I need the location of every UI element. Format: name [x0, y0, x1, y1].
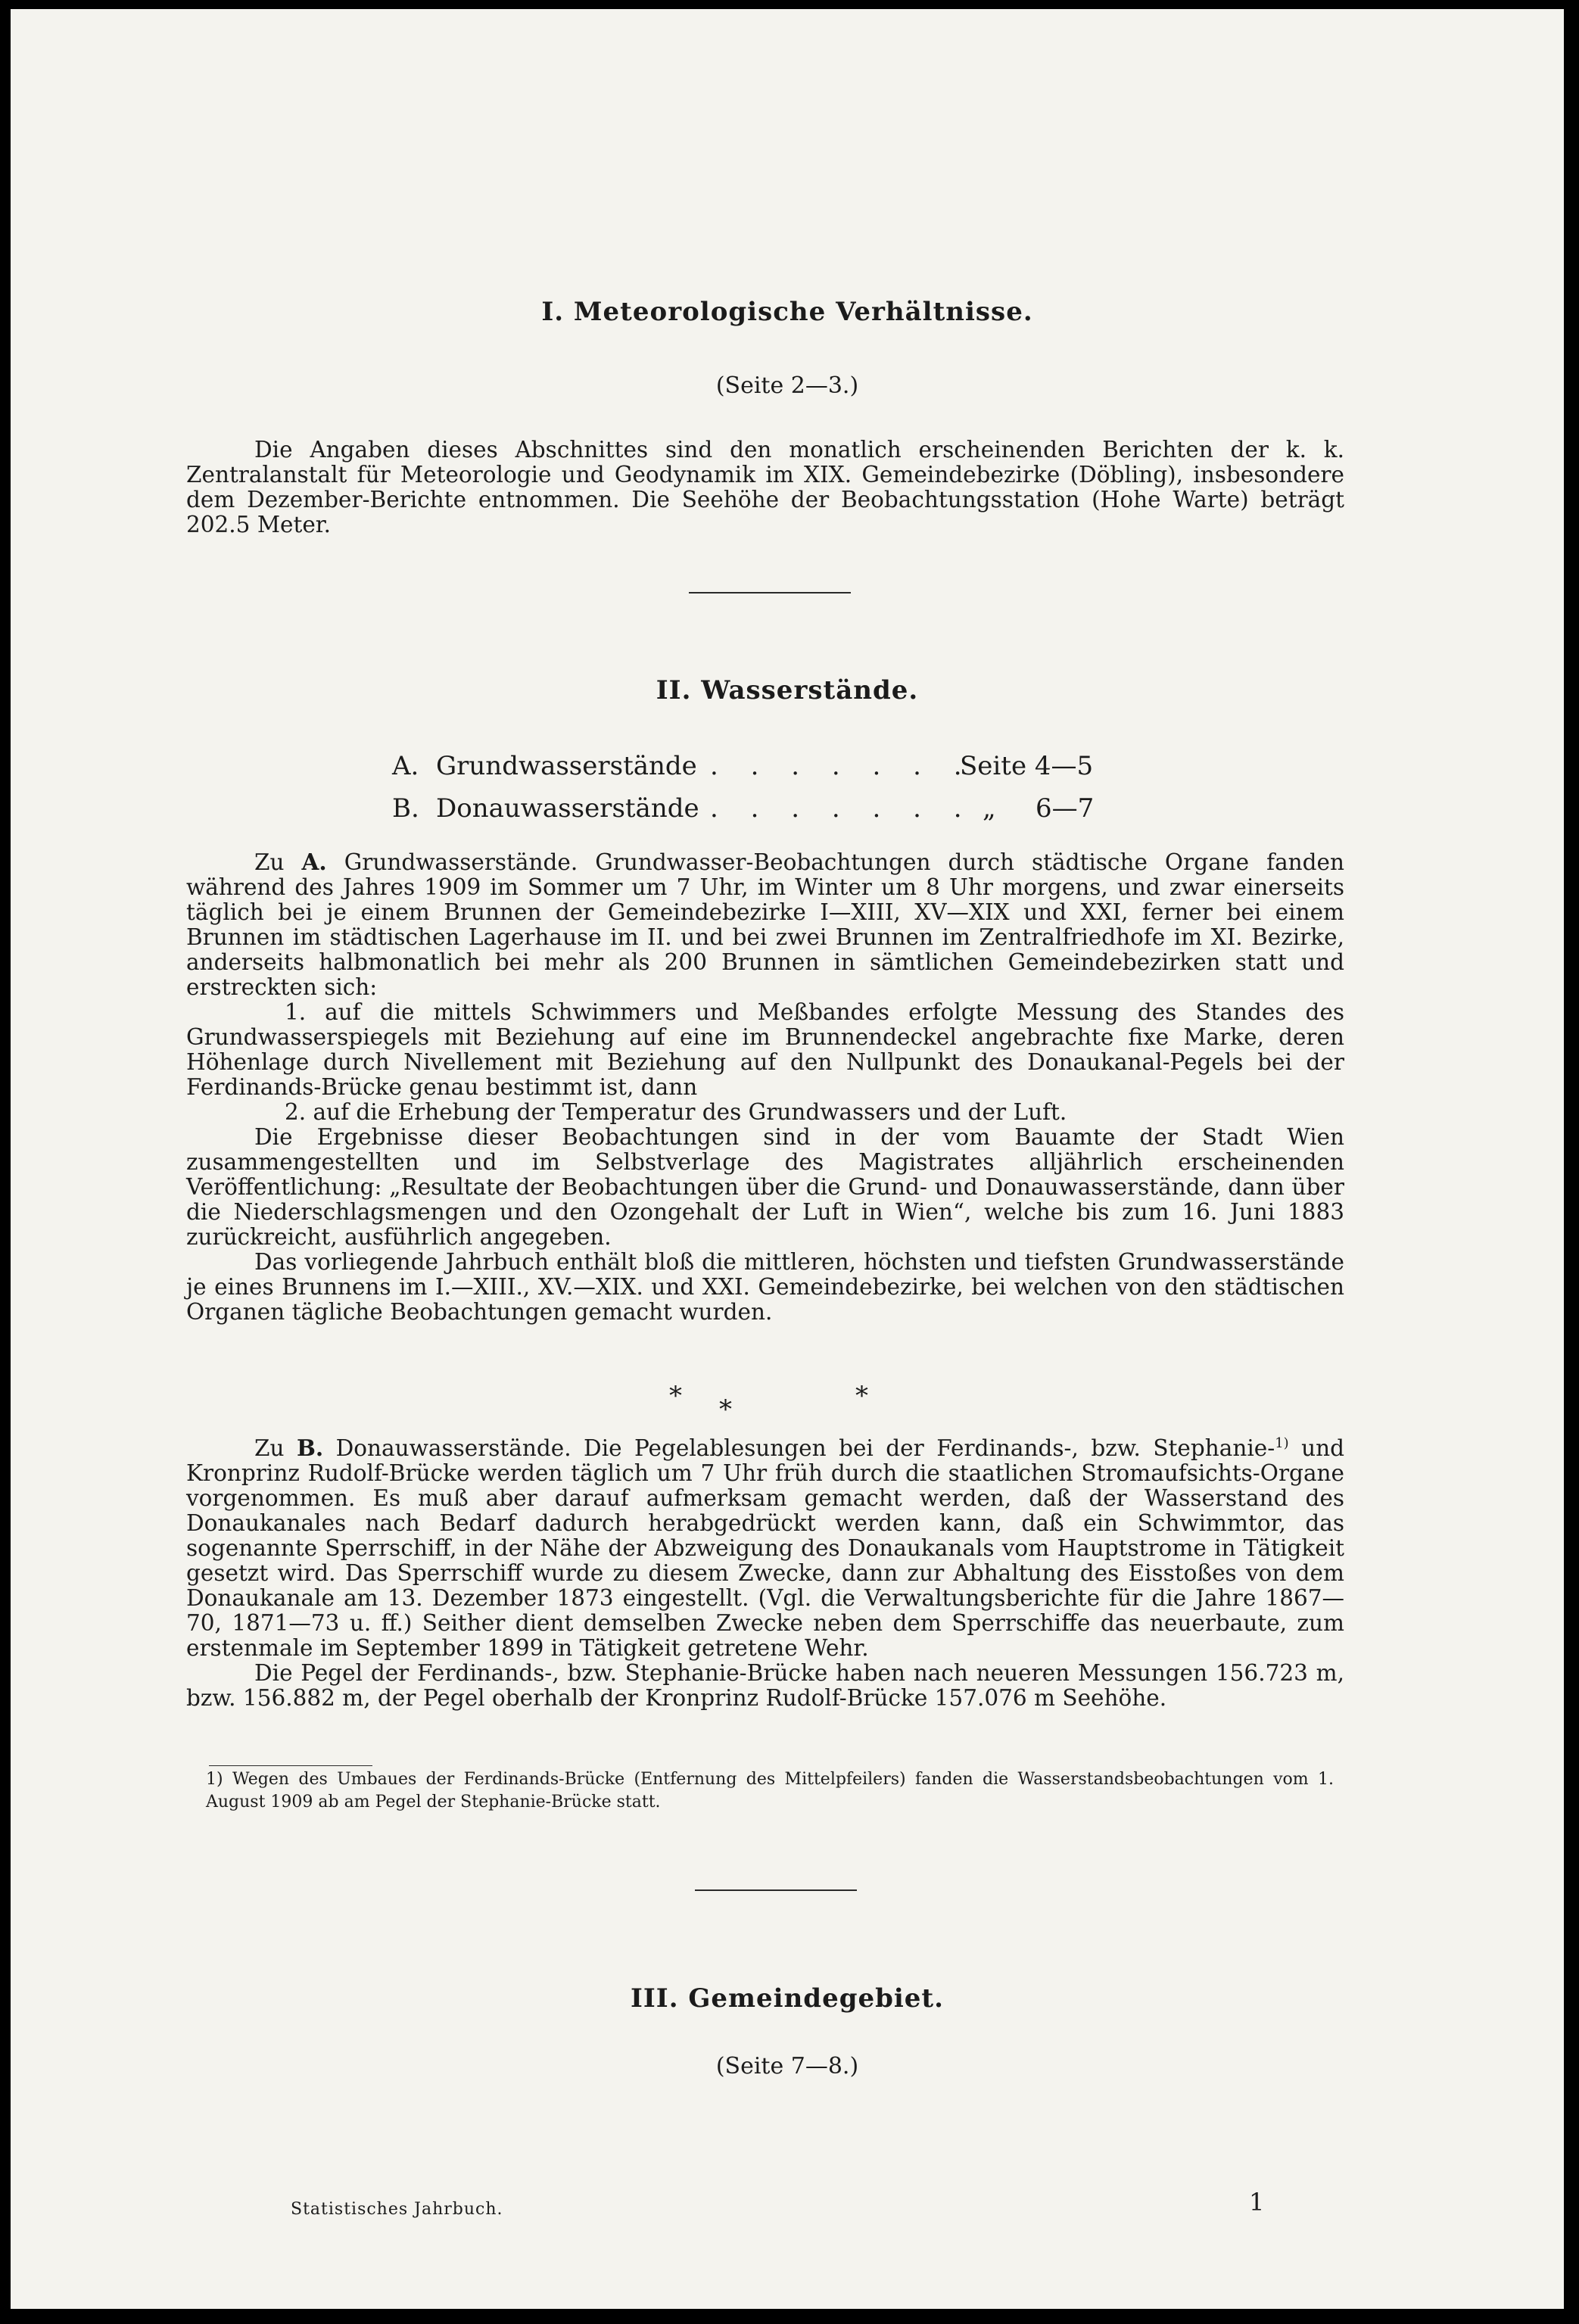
section-3-heading: III. Gemeindegebiet. [631, 1983, 944, 2014]
section-1-paragraph [186, 438, 1344, 537]
section-1-heading: I. Meteorologische Verhältnisse. [541, 297, 1033, 327]
running-footer: Statistisches Jahrbuch. [291, 2200, 503, 2219]
toc-entry-a [392, 751, 1119, 784]
page-number: 1 [1249, 2188, 1265, 2217]
part-a-text-block [186, 849, 1344, 1325]
toc-dots: . . . . . . . [710, 751, 974, 781]
toc-dots: . . . . . . . [710, 793, 974, 824]
footnote-rule [209, 1765, 372, 1766]
asterism-star: * [855, 1381, 868, 1411]
intro-letter: B. [296, 1434, 324, 1461]
toc-page-ref: Seite 4—5 [960, 751, 1094, 781]
toc-letter: B. [392, 793, 419, 824]
part-a-paragraph-3: Das vorliegende Jahrbuch enthält bloß die mittleren, höchsten und tiefsten Grundwasserstände je eines Brunnens im I.—XIII., XV.—XIX. und XXI. Gemeindebezirke, bei welchen von den städtischen Organen tägliche Beobachtungen gemacht wurden. [186, 1249, 1344, 1325]
part-a-item-1: 1. auf die mittels Schwimmers und Meßbandes erfolgte Messung des Standes des Grundwasserspiegels mit Beziehung auf eine im Brunnendeckel angebrachte fixe Marke, deren Höhenlage durch Nivellement mit Beziehung auf den Nullpunkt des Donaukanal-Pegels bei der Ferdinands-Brücke genau bestimmt ist, dann [186, 999, 1344, 1100]
asterism-star: * [669, 1381, 682, 1411]
toc-entry-b [392, 793, 1119, 827]
intro-prefix: Zu [254, 1435, 297, 1461]
toc-ditto-mark: „ [983, 793, 996, 824]
toc-label: Donauwasserstände [436, 793, 699, 824]
part-a-intro [186, 849, 1344, 1000]
separator-rule [689, 592, 851, 593]
section-2-heading: II. Wasserstände. [656, 675, 919, 706]
intro-text: Grundwasserstände. Grundwasser-Beobachtungen durch städtische Organe fanden während des Jahres 1909 im Sommer um 7 Uhr, im Winter um 8 Uhr morgens, und zwar einerseits täglich bei je einem Brunnen der Gemeindebezirke I—XIII, XV—XIX und XXI, ferner bei einem Brunnen im städtischen Lagerhause im II. und bei zwei Brunnen im Zentralfriedhofe im XI. Bezirke, anderseits halbmonatlich bei mehr als 200 Brunnen in sämtlichen Gemeindebezirken statt und erstreckten sich: [186, 849, 1344, 1000]
part-a-item-2: 2. auf die Erhebung der Temperatur des Grundwassers und der Luft. [285, 1099, 1067, 1125]
intro-prefix: Zu [254, 849, 302, 875]
toc-page-ref: 6—7 [1036, 793, 1095, 824]
bleed-through-shadow: ⠀ [389, 213, 425, 269]
section-1-page-reference: (Seite 2—3.) [715, 372, 859, 399]
part-b-intro [186, 1431, 1344, 1661]
intro-text-continued: und Kronprinz Rudolf-Brücke werden täglich um 7 Uhr früh durch die staatlichen Stromaufsichts-Organe vorgenommen. Es muß aber darauf aufmerksam gemacht werden, daß der Wasserstand des Donaukanales nach Bedarf dadurch herabgedrückt werden kann, daß ein Schwimmtor, das sogenannte Sperrschiff, in der Nähe der Abzweigung des Donaukanals vom Hauptstrome in Tätigkeit gesetzt wird. Das Sperrschiff wurde zu diesem Zwecke, dann zur Abhaltung des Eisstoßes von dem Donaukanale am 13. Dezember 1873 eingestellt. (Vgl. die Verwaltungsberichte für die Jahre 1867—70, 1871—73 u. ff.) Seither dient demselben Zwecke neben dem Sperrschiffe das neuerbaute, zum erstenmale im September 1899 in Tätigkeit getretene Wehr. [186, 1435, 1345, 1661]
part-a-paragraph-2: Die Ergebnisse dieser Beobachtungen sind in der vom Bauamte der Stadt Wien zusammengestellten und im Selbstverlage des Magistrates alljährlich erscheinenden Veröffentlichung: „Resultate der Beobachtungen über die Grund- und Donauwasserstände, dann über die Niederschlagsmengen und den Ozongehalt der Luft in Wien“, welche bis zum 16. Juni 1883 zurückreicht, ausführlich angegeben. [186, 1124, 1344, 1250]
part-b-text-block [186, 1431, 1344, 1711]
footnote-marker: 1) [1275, 1435, 1289, 1451]
asterism-star: * [719, 1394, 732, 1425]
intro-text: Donauwasserstände. Die Pegelablesungen bei der Ferdinands-, bzw. Stephanie- [323, 1435, 1275, 1461]
document-page [11, 9, 1564, 2309]
part-b-paragraph-2: Die Pegel der Ferdinands-, bzw. Stephanie-Brücke haben nach neueren Messungen 156.723 m, bzw. 156.882 m, der Pegel oberhalb der Kronprinz Rudolf-Brücke 157.076 m Seehöhe. [186, 1659, 1344, 1711]
separator-rule [695, 1889, 857, 1891]
footnote: 1) Wegen des Umbaues der Ferdinands-Brücke (Entfernung des Mittelpfeilers) fanden die Wasserstandsbeobachtungen vom 1. August 1909 ab am Pegel der Stephanie-Brücke statt. [206, 1770, 1334, 1812]
section-3-page-reference: (Seite 7—8.) [715, 2053, 859, 2079]
intro-letter: A. [301, 849, 327, 875]
section-1-text: Die Angaben dieses Abschnittes sind den monatlich erscheinenden Berichten der k. k. Zentralanstalt für Meteorologie und Geodynamik im XIX. Gemeindebezirke (Döbling), insbesondere dem Dezember-Berichte entnommen. Die Seehöhe der Beobachtungsstation (Hohe Warte) beträgt 202.5 Meter. [186, 437, 1344, 537]
toc-label: Grundwasserstände [436, 751, 697, 781]
toc-letter: A. [392, 751, 419, 781]
